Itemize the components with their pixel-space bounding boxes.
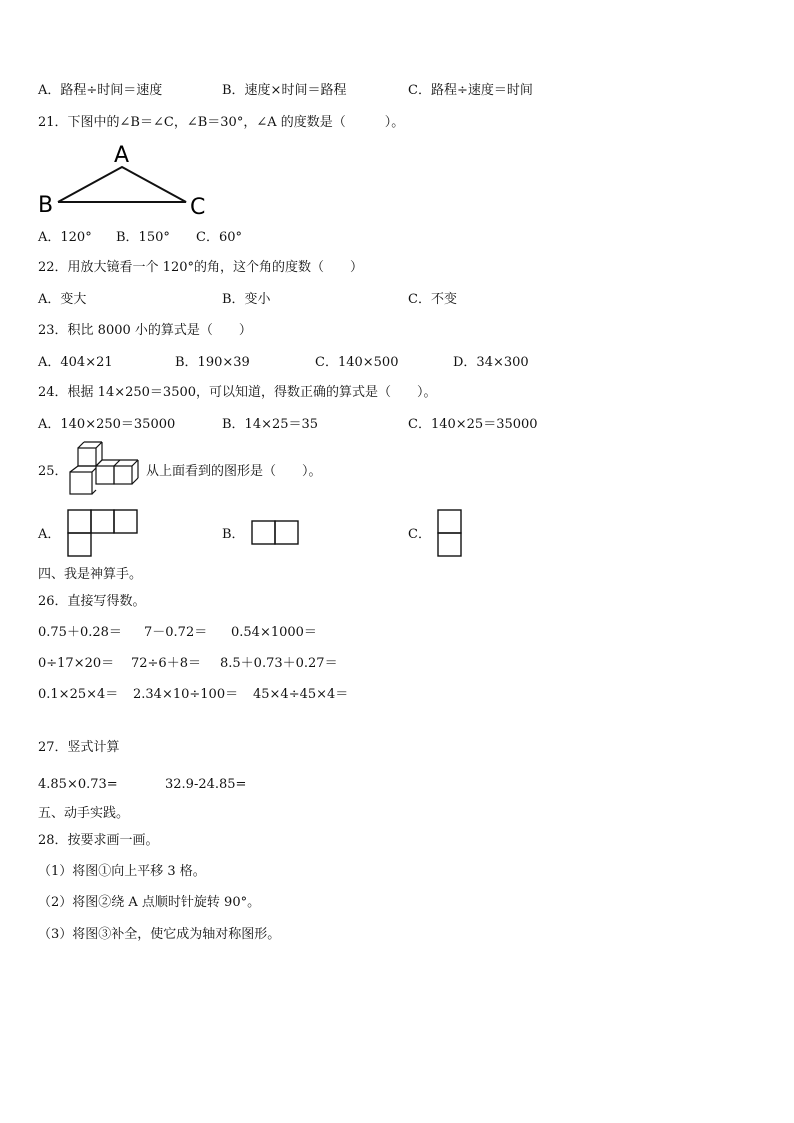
q25-option-a-figure [66,508,140,558]
q26-r1-c3: 0.54×1000＝ [231,625,317,640]
q27-stem: 27．竖式计算 [38,740,120,755]
vertex-label-c: C [190,195,206,220]
q27-item-1: 4.85×0.73= [38,777,118,792]
q26-stem: 26．直接写得数。 [38,594,146,609]
q25-stem: 从上面看到的图形是（ ）。 [146,464,322,479]
q25-option-c-figure [436,508,464,560]
vertex-label-b: B [38,193,54,218]
q28-stem: 28．按要求画一画。 [38,833,159,848]
q24-option-c: C．140×25＝35000 [408,417,538,432]
cube-stack-figure [66,440,146,498]
q21-option-b: B．150° [116,230,170,245]
q24-option-b: B．14×25＝35 [222,417,319,432]
q22-stem: 22．用放大镜看一个 120°的角，这个角的度数（ ） [38,260,363,275]
q25-number: 25． [38,464,68,479]
q24-stem: 24．根据 14×250＝3500，可以知道，得数正确的算式是（ ）。 [38,385,437,400]
q20-option-a: A．路程÷时间＝速度 [38,83,163,98]
q26-r1-c1: 0.75＋0.28＝ [38,625,122,640]
q26-r2-c2: 72÷6＋8＝ [131,656,201,671]
q22-option-a: A．变大 [38,292,87,307]
q25-option-a: A． [38,527,61,542]
triangle-figure [30,140,220,220]
q26-r3-c2: 2.34×10÷100＝ [133,687,239,702]
q21-option-a: A．120° [38,230,92,245]
q25-option-c: C． [408,527,431,542]
section-5-title: 五、动手实践。 [38,806,130,821]
q23-option-b: B．190×39 [175,355,250,370]
q28-item-1: （1）将图①向上平移 3 格。 [38,864,206,879]
q20-option-b: B．速度×时间＝路程 [222,83,347,98]
q26-r3-c1: 0.1×25×4＝ [38,687,119,702]
q22-option-c: C．不变 [408,292,457,307]
q23-option-d: D．34×300 [453,355,529,370]
q26-r2-c1: 0÷17×20＝ [38,656,115,671]
q28-item-2: （2）将图②绕 A 点顺时针旋转 90°。 [38,895,261,910]
q21-stem: 21．下图中的∠B＝∠C，∠B＝30°，∠A 的度数是（ ）。 [38,115,405,130]
q27-item-2: 32.9-24.85= [165,777,247,792]
q25-option-b: B． [222,527,245,542]
q26-r1-c2: 7－0.72＝ [144,625,208,640]
q21-option-c: C．60° [196,230,242,245]
q24-option-a: A．140×250＝35000 [38,417,176,432]
q23-option-c: C．140×500 [315,355,399,370]
q25-option-b-figure [250,519,302,547]
q20-option-c: C．路程÷速度＝时间 [408,83,533,98]
q26-r2-c3: 8.5＋0.73＋0.27＝ [220,656,338,671]
q28-item-3: （3）将图③补全，使它成为轴对称图形。 [38,927,281,942]
section-4-title: 四、我是神算手。 [38,567,143,582]
q22-option-b: B．变小 [222,292,271,307]
q23-stem: 23．积比 8000 小的算式是（ ） [38,323,252,338]
vertex-label-a: A [114,143,130,168]
q26-r3-c3: 45×4÷45×4＝ [253,687,349,702]
q23-option-a: A．404×21 [38,355,113,370]
